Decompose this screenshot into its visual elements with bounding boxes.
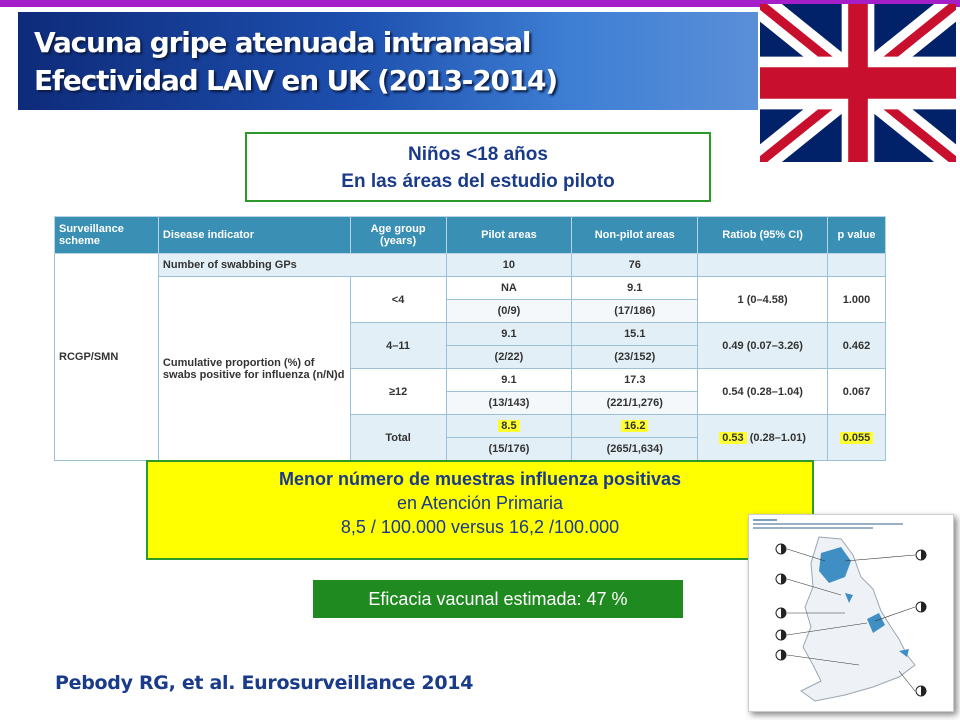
header-disease-indicator: Disease indicator — [158, 217, 350, 254]
cell-age: Total — [350, 415, 446, 461]
table-row — [55, 277, 886, 300]
summary-yellow-box — [146, 460, 814, 560]
cell-pilot-pct: 9.1 — [446, 323, 572, 346]
cell-pilot-pct: 9.1 — [446, 369, 572, 392]
summary-line1: Menor número de muestras influenza positivas — [278, 469, 682, 489]
uk-flag-icon — [760, 4, 956, 162]
cell-age: 4–11 — [350, 323, 446, 369]
header-non-pilot-areas: Non-pilot areas — [572, 217, 698, 254]
highlight-pilot-total: 8.5 — [498, 420, 519, 432]
highlight-ratio-total: 0.53 — [719, 432, 746, 444]
cell-nonpilot-n: (17/186) — [572, 300, 698, 323]
cell-ratio-total — [698, 415, 828, 461]
header-age-group: Age group (years) — [350, 217, 446, 254]
cell-nonpilot-pct: 17.3 — [572, 369, 698, 392]
header-surveillance-scheme: Surveillance scheme — [55, 217, 159, 254]
cell-pilot-n: (0/9) — [446, 300, 572, 323]
cell-ratio: 0.49 (0.07–3.26) — [698, 323, 828, 369]
subtitle-line2: En las áreas del estudio piloto — [341, 171, 615, 192]
cell-nonpilot-n: (265/1,634) — [572, 438, 698, 461]
cell-empty — [698, 254, 828, 277]
ratio-total-ci: (0.28–1.01) — [749, 431, 806, 444]
efficacy-box: Eficacia vacunal estimada: 47 % — [313, 580, 683, 618]
cell-p: 0.462 — [828, 323, 886, 369]
cell-pilot-n: (2/22) — [446, 346, 572, 369]
cell-p: 0.067 — [828, 369, 886, 415]
header-pilot-areas: Pilot areas — [446, 217, 572, 254]
cell-scheme: RCGP/SMN — [55, 254, 159, 461]
cell-nonpilot-n: (221/1,276) — [572, 392, 698, 415]
subtitle-line1: Niños <18 años — [408, 144, 548, 165]
cell-indicator: Cumulative proportion (%) of swabs positive for influenza (n/N)d — [158, 277, 350, 461]
highlight-p-total: 0.055 — [840, 432, 874, 444]
cell-nonpilot-n: (23/152) — [572, 346, 698, 369]
cell-ratio: 0.54 (0.28–1.04) — [698, 369, 828, 415]
highlight-nonpilot-total: 16.2 — [621, 420, 648, 432]
cell-pilot-pct-total — [446, 415, 572, 438]
cell-swab-label: Number of swabbing GPs — [158, 254, 446, 277]
map-icon — [749, 515, 953, 711]
uk-map-figure — [748, 514, 954, 712]
cell-pilot-pct: NA — [446, 277, 572, 300]
cell-p-total — [828, 415, 886, 461]
cell-nonpilot-pct: 9.1 — [572, 277, 698, 300]
cell-swab-nonpilot: 76 — [572, 254, 698, 277]
cell-empty — [828, 254, 886, 277]
results-table — [54, 216, 886, 461]
cell-nonpilot-pct-total — [572, 415, 698, 438]
slide-title-line2: Efectividad LAIV en UK (2013-2014) — [34, 64, 557, 97]
cell-age: <4 — [350, 277, 446, 323]
title-banner — [18, 12, 758, 110]
header-p-value: p value — [828, 217, 886, 254]
table-row — [55, 254, 886, 277]
cell-p: 1.000 — [828, 277, 886, 323]
summary-line2: en Atención Primaria — [396, 493, 564, 513]
cell-nonpilot-pct: 15.1 — [572, 323, 698, 346]
header-ratio: Ratiob (95% CI) — [698, 217, 828, 254]
cell-age: ≥12 — [350, 369, 446, 415]
subtitle-box — [245, 132, 711, 202]
cell-swab-pilot: 10 — [446, 254, 572, 277]
cell-ratio: 1 (0–4.58) — [698, 277, 828, 323]
summary-line3: 8,5 / 100.000 versus 16,2 /100.000 — [340, 517, 620, 537]
slide-title-line1: Vacuna gripe atenuada intranasal — [34, 26, 531, 59]
table-header-row — [55, 217, 886, 254]
cell-pilot-n: (15/176) — [446, 438, 572, 461]
citation: Pebody RG, et al. Eurosurveillance 2014 — [55, 672, 474, 694]
cell-pilot-n: (13/143) — [446, 392, 572, 415]
